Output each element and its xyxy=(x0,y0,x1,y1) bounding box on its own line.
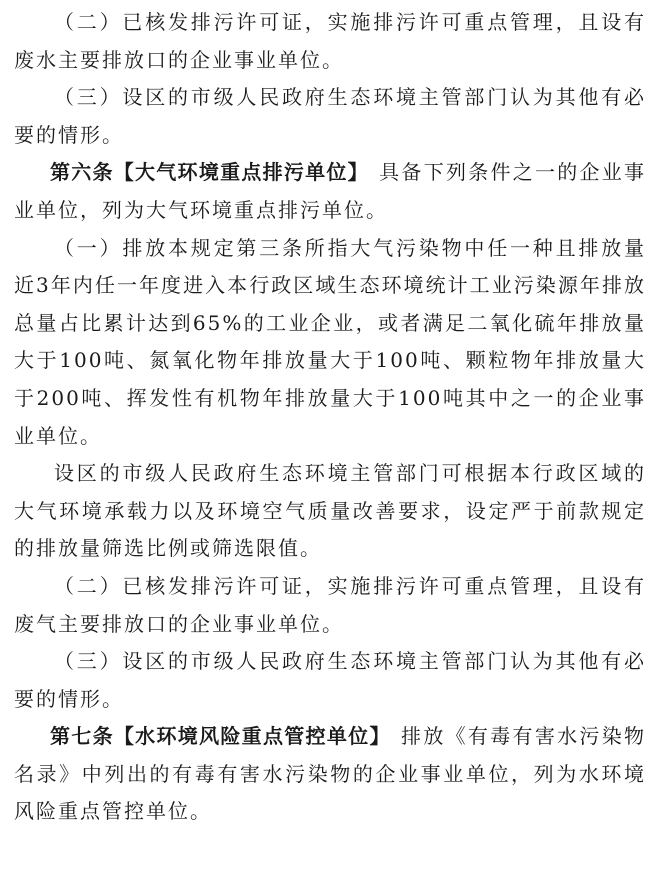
paragraph-air-screening-limits: 设区的市级人民政府生态环境主管部门可根据本行政区域的大气环境承载力以及环境空气质量改善要求，设定严于前款规定的排放量筛选比例或筛选限值。 xyxy=(14,461,646,561)
article-6-heading: 【大气环境重点排污单位】 xyxy=(113,160,359,185)
article-7 xyxy=(14,718,646,831)
article-6-number: 第六条 xyxy=(50,160,114,185)
paragraph-3-other-situations: （三）设区的市级人民政府生态环境主管部门认为其他有必要的情形。 xyxy=(14,85,646,147)
paragraph-1-air-emission-criteria: （一）排放本规定第三条所指大气污染物中任一种且排放量近3年内任一年度进入本行政区域生态环境统计工业污染源年排放总量占比累计达到65%的工业企业，或者满足二氧化硫年排放量大于100吨、氮氧化物年排放量大于100吨、颗粒物年排放量大于200吨、挥发性有机物年排放量大于100吨其中之一的企业事业单位。 xyxy=(14,235,646,448)
article-7-text: 排放《有毒有害水污染物名录》中列出的有毒有害水污染物的企业事业单位，列为水环境风险重点管控单位。 xyxy=(14,724,647,824)
article-7-heading: 【水环境风险重点管控单位】 xyxy=(113,724,381,749)
paragraph-3-other-situations-air: （三）设区的市级人民政府生态环境主管部门认为其他有必要的情形。 xyxy=(14,649,646,711)
paragraph-2-waste-water-permit: （二）已核发排污许可证，实施排污许可重点管理，且设有废水主要排放口的企业事业单位。 xyxy=(14,10,646,72)
article-7-number: 第七条 xyxy=(50,724,114,749)
article-6 xyxy=(14,154,646,229)
paragraph-2-waste-gas-permit: （二）已核发排污许可证，实施排污许可重点管理，且设有废气主要排放口的企业事业单位。 xyxy=(14,573,646,636)
article-6-text: 具备下列条件之一的企业事业单位，列为大气环境重点排污单位。 xyxy=(14,160,647,222)
document-page xyxy=(14,4,646,831)
